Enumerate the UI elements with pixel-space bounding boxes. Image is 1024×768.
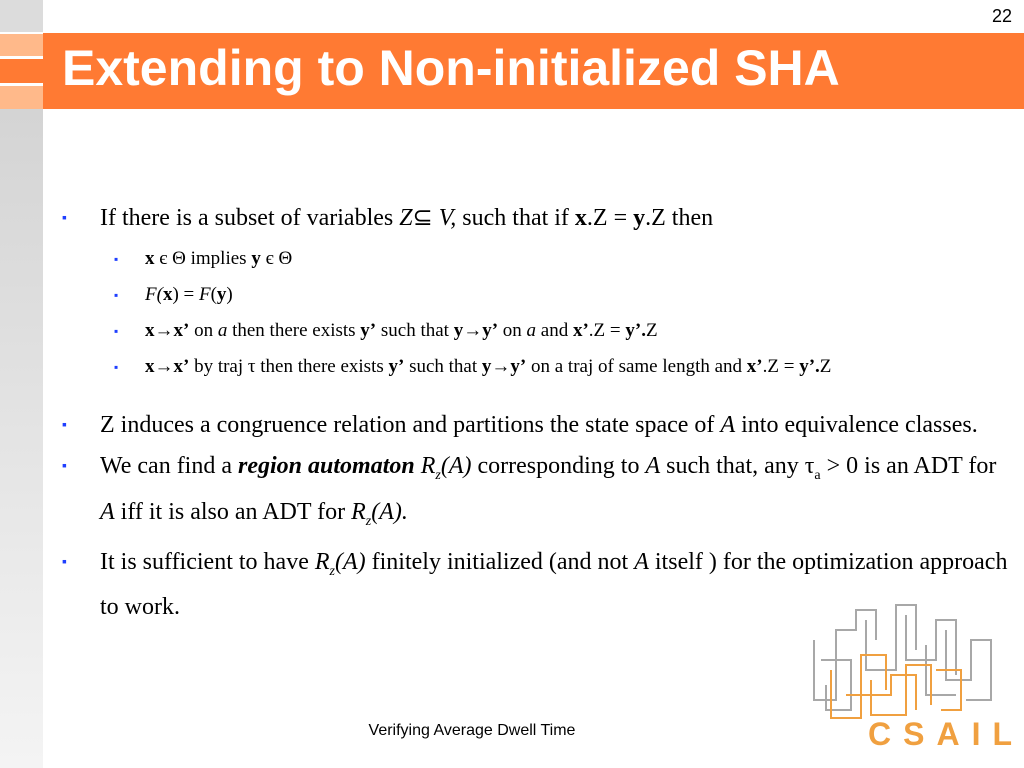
text: It is sufficient to have bbox=[100, 548, 315, 575]
strip-segment bbox=[0, 0, 43, 32]
text: y’ bbox=[510, 356, 527, 377]
arrow-icon: → bbox=[463, 320, 483, 341]
text: R bbox=[351, 498, 366, 525]
sub-bullet-transition bbox=[62, 313, 1012, 349]
text: and bbox=[536, 320, 573, 341]
text: A bbox=[645, 453, 661, 479]
text: into equivalence classes. bbox=[735, 412, 978, 438]
text: x’ bbox=[173, 356, 190, 377]
text: x bbox=[162, 284, 173, 305]
text: on a traj of same length and bbox=[526, 356, 747, 377]
subset-symbol: ⊆ bbox=[412, 205, 433, 231]
arrow-icon: → bbox=[154, 320, 174, 341]
text: Z induces a congruence relation and partitions the state space of bbox=[100, 412, 721, 438]
text: R bbox=[314, 548, 330, 575]
text: such that bbox=[404, 356, 482, 377]
text: z bbox=[329, 563, 335, 579]
text: a bbox=[526, 320, 537, 341]
text: x’ bbox=[173, 320, 190, 341]
logo-building-line bbox=[871, 665, 931, 715]
text: x’ bbox=[746, 356, 763, 377]
bullet-marker-icon: ▪ bbox=[114, 252, 119, 266]
text: (A) bbox=[334, 548, 366, 575]
bullet-marker-icon: ▪ bbox=[114, 288, 119, 302]
text: on bbox=[189, 320, 218, 341]
bullet-marker-icon: ▪ bbox=[62, 459, 67, 474]
text: y bbox=[453, 320, 464, 341]
logo-building-line bbox=[946, 630, 991, 700]
text: y’ bbox=[360, 320, 377, 341]
text: a bbox=[217, 320, 228, 341]
text: y bbox=[216, 284, 227, 305]
text: such that, any τ bbox=[660, 453, 815, 479]
text: a bbox=[814, 467, 821, 483]
text: R bbox=[420, 453, 436, 479]
text: .Z then bbox=[645, 205, 714, 231]
csail-logo-text: CSAIL bbox=[868, 716, 1024, 752]
text: ( bbox=[210, 284, 217, 305]
bullet-region-automaton bbox=[62, 448, 1012, 540]
text: y bbox=[481, 356, 492, 377]
text: .Z = bbox=[762, 356, 800, 377]
text: . bbox=[401, 498, 408, 525]
sub-bullet-f-equality bbox=[62, 277, 1012, 313]
text: y’. bbox=[799, 356, 820, 377]
arrow-icon: → bbox=[491, 356, 511, 377]
left-decorative-strip bbox=[0, 0, 43, 768]
text: If there is a subset of variables bbox=[100, 205, 400, 231]
text: Z bbox=[399, 205, 413, 231]
text: A bbox=[100, 498, 115, 525]
text: Z bbox=[819, 356, 832, 377]
strip-segment bbox=[0, 109, 43, 768]
text: corresponding to bbox=[471, 453, 646, 479]
text: .Z = bbox=[586, 205, 634, 231]
text: We can find a bbox=[100, 453, 238, 479]
bullet-list bbox=[62, 200, 1012, 626]
text: y’ bbox=[388, 356, 405, 377]
text: .Z = bbox=[588, 320, 626, 341]
text: F bbox=[145, 284, 157, 305]
strip-segment bbox=[0, 34, 43, 56]
bullet-marker-icon: ▪ bbox=[62, 418, 67, 433]
text: by traj τ then there exists bbox=[189, 356, 389, 377]
text: V, bbox=[438, 205, 457, 231]
strip-segment bbox=[0, 59, 43, 83]
text: such that bbox=[376, 320, 454, 341]
text: Z bbox=[645, 320, 658, 341]
text: region automaton bbox=[238, 453, 415, 479]
text: x bbox=[145, 320, 155, 341]
text: finitely initialized (and not bbox=[365, 548, 635, 575]
bullet-congruence bbox=[62, 407, 1012, 444]
text: x bbox=[574, 205, 587, 231]
slide-footer: Verifying Average Dwell Time bbox=[368, 722, 576, 739]
text: > 0 is an ADT for bbox=[820, 453, 997, 479]
text: iff it is also an ADT for bbox=[114, 498, 352, 525]
text: such that if bbox=[456, 205, 575, 231]
text: (A) bbox=[371, 498, 402, 525]
text: y’ bbox=[482, 320, 499, 341]
text: ) bbox=[226, 284, 233, 305]
bullet-marker-icon: ▪ bbox=[114, 360, 119, 374]
text: є Θ bbox=[260, 248, 293, 269]
strip-segment bbox=[0, 86, 43, 109]
text: then there exists bbox=[227, 320, 361, 341]
text: x bbox=[145, 356, 155, 377]
text: y’. bbox=[625, 320, 646, 341]
text: z bbox=[365, 513, 372, 529]
sub-bullet-trajectory bbox=[62, 349, 1012, 385]
text: x bbox=[145, 248, 155, 269]
text: itself ) for the optimization approach to work. bbox=[100, 548, 1008, 621]
text: ( bbox=[156, 284, 163, 305]
text: on bbox=[498, 320, 527, 341]
logo-building-line bbox=[831, 655, 886, 718]
text: є Θ implies bbox=[154, 248, 252, 269]
bullet-marker-icon: ▪ bbox=[62, 211, 67, 226]
page-number: 22 bbox=[991, 6, 1012, 26]
logo-building-line bbox=[936, 670, 961, 710]
slide-title: Extending to Non-initialized SHA bbox=[62, 40, 840, 96]
bullet-marker-icon: ▪ bbox=[114, 324, 119, 338]
text: (A) bbox=[440, 453, 472, 479]
text: z bbox=[435, 467, 441, 483]
text: ) = bbox=[172, 284, 199, 305]
text: y bbox=[633, 205, 646, 231]
text: y bbox=[251, 248, 261, 269]
arrow-icon: → bbox=[154, 356, 174, 377]
sub-bullet-theta bbox=[62, 241, 1012, 277]
text: x’ bbox=[572, 320, 589, 341]
text: F bbox=[198, 284, 211, 305]
text: A bbox=[634, 548, 649, 575]
text: A bbox=[720, 412, 736, 438]
bullet-subset-condition bbox=[62, 200, 1012, 237]
bullet-marker-icon: ▪ bbox=[62, 554, 67, 570]
